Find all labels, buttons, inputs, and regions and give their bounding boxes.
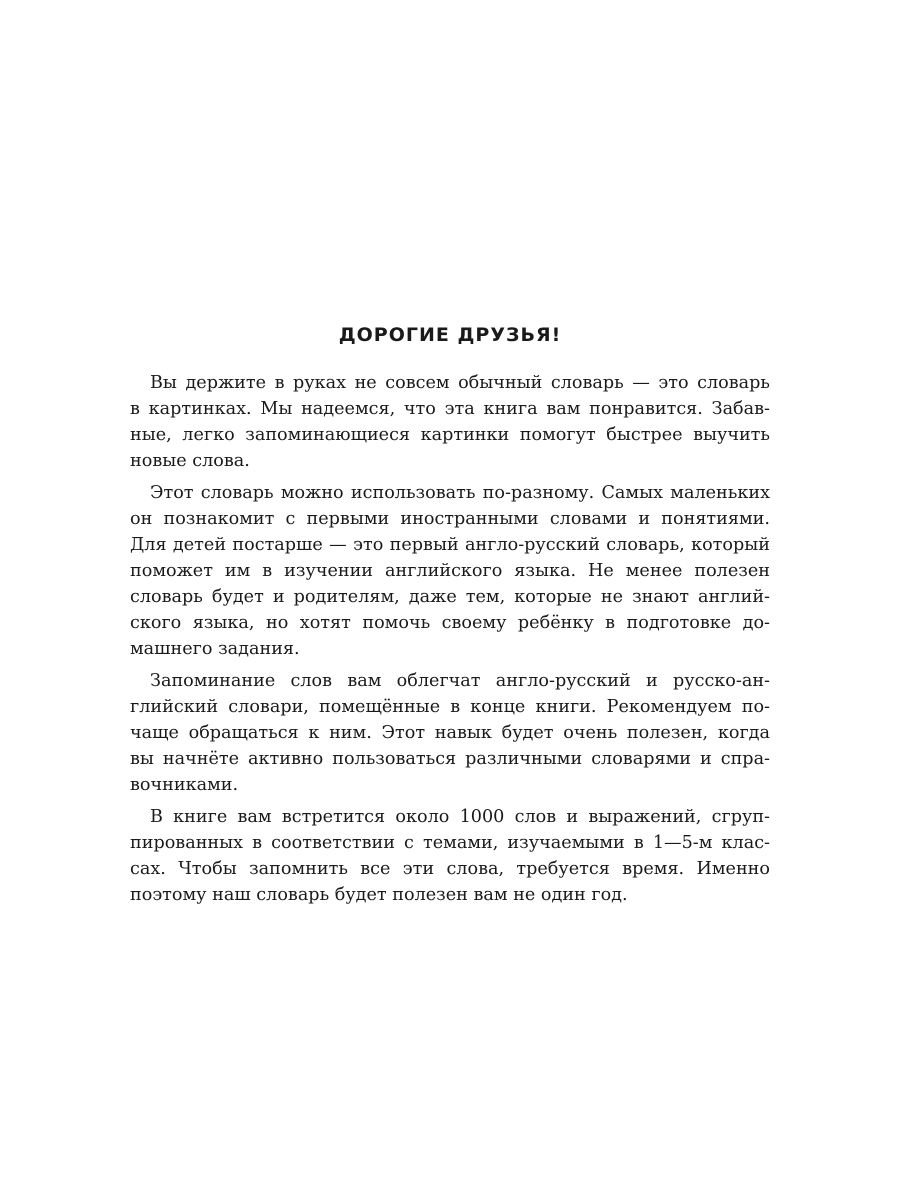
- text-line: поможет им в изучении английского языка. Не менее полезен: [130, 561, 770, 581]
- paragraph-2: [130, 480, 770, 662]
- text-line: В книге вам встретится около 1000 слов и выражений, сгруп-: [150, 807, 770, 827]
- text-line: сах. Чтобы запомнить все эти слова, требуется время. Именно: [130, 859, 770, 879]
- paragraph-4: [130, 804, 770, 908]
- text-line: машнего задания.: [130, 639, 300, 659]
- page-title: ДОРОГИЕ ДРУЗЬЯ!: [338, 324, 562, 346]
- page-content: [130, 320, 770, 914]
- text-line: глийский словари, помещённые в конце книги. Рекомендуем по-: [130, 697, 770, 717]
- text-line: Для детей постарше — это первый англо-русский словарь, который: [130, 535, 770, 555]
- paragraph-1: [130, 370, 770, 474]
- text-line: в картинках. Мы надеемся, что эта книга вам понравится. Забав-: [130, 399, 770, 419]
- text-line: Запоминание слов вам облегчат англо-русский и русско-ан-: [150, 671, 770, 691]
- text-line: Вы держите в руках не совсем обычный словарь — это словарь: [150, 373, 770, 393]
- text-line: вочниками.: [130, 775, 239, 795]
- text-line: он познакомит с первыми иностранными словами и понятиями.: [130, 509, 770, 529]
- text-line: пированных в соответствии с темами, изучаемыми в 1—5-м клас-: [130, 833, 770, 853]
- text-line: словарь будет и родителям, даже тем, которые не знают англий-: [130, 587, 770, 607]
- text-line: ные, легко запоминающиеся картинки помогут быстрее выучить: [130, 425, 770, 445]
- paragraph-3: [130, 668, 770, 798]
- text-line: чаще обращаться к ним. Этот навык будет очень полезен, когда: [130, 723, 770, 743]
- text-line: Этот словарь можно использовать по-разному. Самых маленьких: [150, 483, 770, 503]
- text-line: поэтому наш словарь будет полезен вам не один год.: [130, 885, 628, 905]
- text-line: вы начнёте активно пользоваться различными словарями и спра-: [130, 749, 770, 769]
- text-line: новые слова.: [130, 451, 250, 471]
- text-line: ского языка, но хотят помочь своему ребёнку в подготовке до-: [130, 613, 770, 633]
